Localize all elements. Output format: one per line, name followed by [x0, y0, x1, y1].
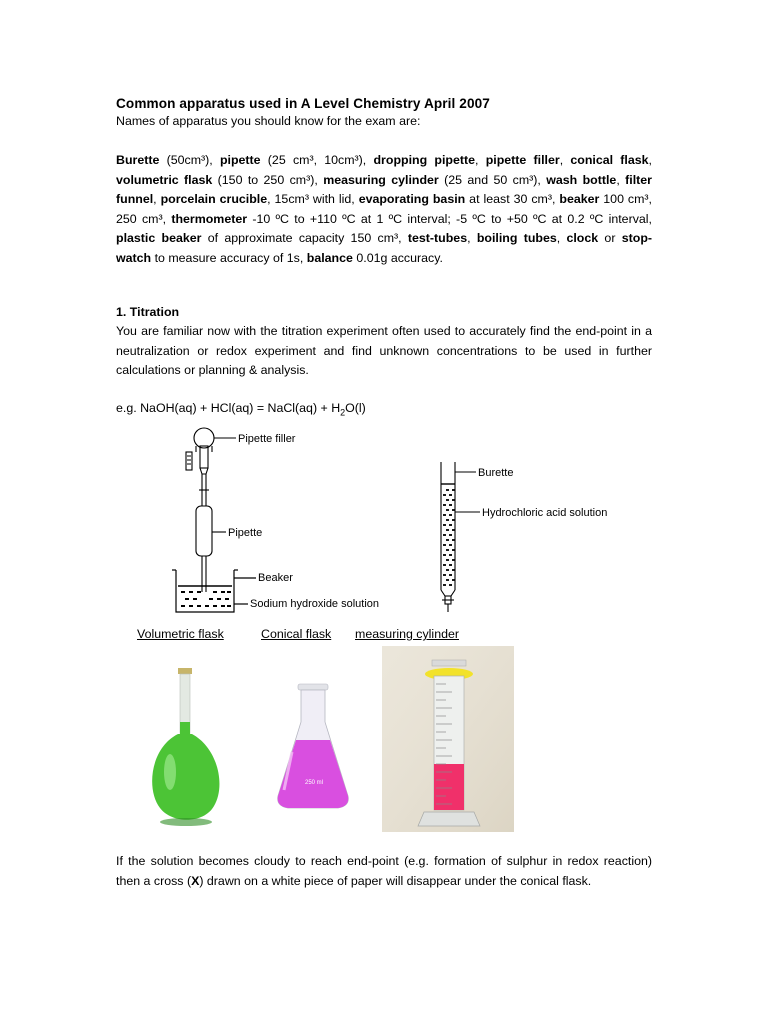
text-run: ,: [648, 153, 652, 167]
bold-term: plastic beaker: [116, 231, 202, 246]
text-run: (25 cm³, 10cm³),: [260, 153, 374, 167]
bold-term: balance: [306, 250, 353, 265]
label-sodium-hydroxide: Sodium hydroxide solution: [250, 598, 380, 610]
equation-subscript: 2: [340, 407, 346, 418]
caption-conical-flask: Conical flask: [261, 627, 332, 641]
text-run: ,: [475, 153, 486, 167]
text-run: 0.01g accuracy.: [352, 250, 443, 265]
pipette-drawing: [196, 474, 226, 592]
bold-term: wash bottle: [546, 172, 617, 187]
caption-measuring-cylinder: measuring cylinder: [355, 627, 459, 641]
conical-flask-photo: [278, 684, 349, 808]
text-run: at least 30 cm³,: [465, 192, 560, 207]
bold-term: stop-watch: [116, 231, 653, 265]
titration-paragraph: You are familiar now with the titration experiment often used to accurately find the end-point in a neutralization or redox experiment and find unknown concentrations to be used in further calculations or planning & analysis.: [116, 324, 652, 378]
bold-term: clock: [566, 231, 599, 246]
bold-term: thermometer: [171, 211, 248, 226]
text-run: ,: [556, 231, 567, 246]
volumetric-flask-photo: [152, 668, 219, 826]
text-run: ,: [559, 153, 571, 167]
text-run: (50cm³),: [159, 153, 220, 167]
label-burette: Burette: [478, 467, 514, 479]
bold-term: measuring cylinder: [323, 172, 439, 187]
bold-term: evaporating basin: [358, 192, 466, 207]
text-run: , 15cm³ with lid,: [267, 192, 359, 207]
beaker-drawing: [172, 570, 256, 612]
bold-term: pipette: [219, 153, 261, 167]
text-run: or: [598, 231, 622, 246]
text-run: (25 and 50 cm³),: [438, 172, 547, 187]
text-run: of approximate capacity 150 cm³,: [201, 231, 408, 246]
equation-prefix: e.g. NaOH(aq) + HCl(aq) = NaCl(aq) + H: [116, 401, 341, 415]
label-hydrochloric-acid: Hydrochloric acid solution: [482, 507, 608, 519]
bold-term: conical flask: [570, 153, 649, 167]
text-run: to measure accuracy of 1s,: [151, 250, 307, 265]
bold-term: boiling tubes: [476, 231, 557, 246]
bold-term: X: [191, 873, 200, 888]
text-run: (150 to 250 cm³),: [212, 172, 324, 187]
bold-term: Burette: [116, 153, 160, 167]
text-run: ,: [616, 172, 626, 187]
pipette-filler-drawing: [186, 428, 236, 474]
bold-term: dropping pipette: [373, 153, 476, 167]
conical-flask-volume-label: 250 ml: [305, 780, 324, 786]
bold-term: beaker: [559, 192, 600, 207]
text-run: If the solution becomes cloudy to reach end-point (e.g. formation of sulphur in redox reaction) then a cross (: [116, 854, 652, 888]
label-pipette: Pipette: [228, 527, 263, 539]
equation-suffix: O(l): [345, 401, 366, 415]
bold-term: filter funnel: [116, 172, 652, 207]
measuring-cylinder-photo: [382, 646, 514, 832]
label-beaker: Beaker: [258, 572, 293, 584]
label-pipette-filler: Pipette filler: [238, 433, 296, 445]
burette-drawing: [441, 462, 480, 612]
text-run: 100 cm³, 250 cm³,: [116, 192, 653, 226]
bold-term: porcelain crucible: [160, 192, 268, 207]
end-point-paragraph: [116, 852, 652, 891]
intro-text: Names of apparatus you should know for the exam are:: [116, 114, 421, 128]
caption-volumetric-flask: Volumetric flask: [137, 627, 224, 641]
text-run: ) drawn on a white piece of paper will disappear under the conical flask.: [199, 873, 592, 888]
bold-term: pipette filler: [485, 153, 560, 167]
document-title: Common apparatus used in A Level Chemistry April 2007: [116, 96, 490, 111]
text-run: ,: [153, 192, 161, 207]
bold-term: volumetric flask: [116, 172, 213, 187]
section-heading-titration: 1. Titration: [116, 305, 180, 319]
text-run: -10 ºC to +110 ºC at 1 ºC interval; -5 ºC to +50 ºC at 0.2 ºC interval,: [247, 211, 652, 226]
bold-term: test-tubes: [407, 231, 468, 246]
text-run: ,: [467, 231, 477, 246]
